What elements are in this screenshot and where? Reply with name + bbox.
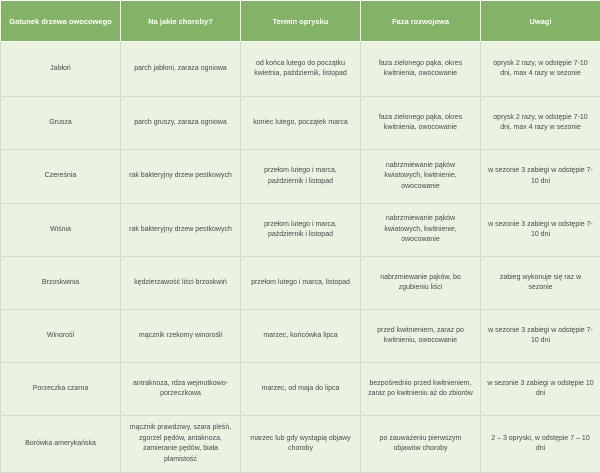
cell-diseases: mącznik prawdziwy, szara pleśń, zgorzel pędów, antaknoza, zamieranie pędów, biała plamistość bbox=[121, 416, 241, 473]
cell-timing: przełom lutego i marca, październik i listopad bbox=[241, 150, 361, 204]
cell-notes: w sezonie 3 zabiegi w odstępie 7-10 dni bbox=[481, 204, 600, 257]
cell-species: Wiśnia bbox=[1, 204, 121, 257]
cell-diseases: antraknoza, rdza wejmutkowo-porzeczkowa bbox=[121, 363, 241, 416]
header-notes: Uwagi bbox=[481, 1, 600, 42]
cell-species: Czereśnia bbox=[1, 150, 121, 204]
cell-phase: faza zielonego pąka, okres kwitnienia, owocowanie bbox=[361, 42, 481, 97]
cell-species: Winorośl bbox=[1, 310, 121, 363]
table-row bbox=[1, 363, 600, 416]
header-diseases: Na jakie choroby? bbox=[121, 1, 241, 42]
header-phase: Faza rozwojowa bbox=[361, 1, 481, 42]
cell-phase: faza zielonego pąka, okres kwitnienia, owocowanie bbox=[361, 97, 481, 150]
table-row bbox=[1, 97, 600, 150]
cell-phase: bezpośrednio przed kwitnieniem, zaraz po kwitnieniu aż do zbiorów bbox=[361, 363, 481, 416]
cell-notes: 2 – 3 opryski, w odstępie 7 – 10 dni bbox=[481, 416, 600, 473]
cell-diseases: parch gruszy, zaraza ogniowa bbox=[121, 97, 241, 150]
table-header-row bbox=[1, 1, 600, 42]
cell-notes: oprysk 2 razy, w odstępie 7-10 dni, max 4 razy w sezonie bbox=[481, 97, 600, 150]
cell-timing: od końca lutego do początku kwietnia, październik, listopad bbox=[241, 42, 361, 97]
cell-timing: koniec lutego, początek marca bbox=[241, 97, 361, 150]
cell-timing: marzec, od maja do lipca bbox=[241, 363, 361, 416]
cell-diseases: mącznik rzekomy winorośli bbox=[121, 310, 241, 363]
cell-timing: przełom lutego i marca, październik i listopad bbox=[241, 204, 361, 257]
cell-diseases: kędzierzawość liści brzoskwiń bbox=[121, 257, 241, 310]
cell-species: Brzoskwinia bbox=[1, 257, 121, 310]
table-row bbox=[1, 416, 600, 473]
table-row bbox=[1, 42, 600, 97]
cell-phase: przed kwitnieniem, zaraz po kwitnieniu, owocowanie bbox=[361, 310, 481, 363]
table-row bbox=[1, 310, 600, 363]
cell-species: Jabłoń bbox=[1, 42, 121, 97]
cell-notes: zabieg wykonuje się raz w sezonie bbox=[481, 257, 600, 310]
cell-diseases: rak bakteryjny drzew pestkowych bbox=[121, 150, 241, 204]
cell-notes: w sezonie 3 zabiegi w odstępie 7-10 dni bbox=[481, 310, 600, 363]
cell-notes: w sezonie 3 zabiegi w odstępie 7-10 dni bbox=[481, 150, 600, 204]
cell-notes: oprysk 2 razy, w odstępie 7-10 dni, max 4 razy w sezonie bbox=[481, 42, 600, 97]
cell-species: Borówka amerykańska bbox=[1, 416, 121, 473]
cell-notes: w sezonie 3 zabiegi w odstępie 10 dni bbox=[481, 363, 600, 416]
header-species: Gatunek drzewa owocowego bbox=[1, 1, 121, 42]
cell-timing: marzec, końcówka lipca bbox=[241, 310, 361, 363]
table-row bbox=[1, 257, 600, 310]
cell-timing: marzec lub gdy wystąpią objawy choroby bbox=[241, 416, 361, 473]
cell-diseases: parch jabłoni, zaraza ogniowa bbox=[121, 42, 241, 97]
cell-phase: nabrzmiewanie pąków kwiatowych, kwitnienie, owocowanie bbox=[361, 150, 481, 204]
table-row bbox=[1, 150, 600, 204]
cell-phase: nabrzmiewanie pąków kwiatowych, kwitnienie, owocowanie bbox=[361, 204, 481, 257]
cell-phase: nabrzmiewanie pąków, bo zgubieniu liści bbox=[361, 257, 481, 310]
cell-species: Grusza bbox=[1, 97, 121, 150]
header-timing: Termin oprysku bbox=[241, 1, 361, 42]
cell-species: Porzeczka czarna bbox=[1, 363, 121, 416]
cell-phase: po zauważeniu pierwszym objawów choroby bbox=[361, 416, 481, 473]
table-row bbox=[1, 204, 600, 257]
cell-timing: przełom lutego i marca, listopad bbox=[241, 257, 361, 310]
cell-diseases: rak bakteryjny drzew pestkowych bbox=[121, 204, 241, 257]
